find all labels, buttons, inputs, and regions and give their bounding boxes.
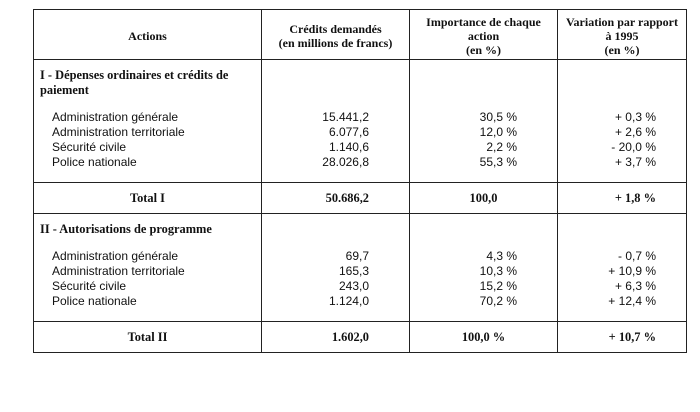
section-title-row [34, 60, 687, 99]
table-row [34, 279, 687, 294]
row-credits: 15.441,2 [262, 110, 410, 125]
row-importance: 2,2 % [410, 140, 558, 155]
row-variation: + 0,3 % [558, 110, 687, 125]
row-variation: + 2,6 % [558, 125, 687, 140]
row-variation: - 20,0 % [558, 140, 687, 155]
row-importance: 30,5 % [410, 110, 558, 125]
total-row [34, 322, 687, 353]
row-importance: 10,3 % [410, 264, 558, 279]
row-label: Police nationale [34, 155, 262, 170]
row-variation: + 6,3 % [558, 279, 687, 294]
total-variation: + 10,7 % [558, 322, 687, 353]
row-credits: 69,7 [262, 249, 410, 264]
row-credits: 243,0 [262, 279, 410, 294]
section1-title: I - Dépenses ordinaires et crédits de paiement [34, 60, 262, 99]
row-label: Administration générale [34, 110, 262, 125]
total-importance: 100,0 [410, 183, 558, 214]
total-credits: 50.686,2 [262, 183, 410, 214]
section-title-row [34, 214, 687, 238]
table-row [34, 125, 687, 140]
table-row [34, 249, 687, 264]
row-label: Administration générale [34, 249, 262, 264]
total-row [34, 183, 687, 214]
table-row [34, 140, 687, 155]
table-row [34, 110, 687, 125]
row-credits: 6.077,6 [262, 125, 410, 140]
row-importance: 4,3 % [410, 249, 558, 264]
header-credits: Crédits demandés (en millions de francs) [262, 10, 410, 60]
table-row [34, 155, 687, 170]
section2-title: II - Autorisations de programme [34, 214, 262, 238]
row-variation: + 3,7 % [558, 155, 687, 170]
total-importance: 100,0 % [410, 322, 558, 353]
total-credits: 1.602,0 [262, 322, 410, 353]
row-variation: - 0,7 % [558, 249, 687, 264]
row-importance: 55,3 % [410, 155, 558, 170]
row-credits: 1.140,6 [262, 140, 410, 155]
row-label: Police nationale [34, 294, 262, 309]
row-label: Administration territoriale [34, 125, 262, 140]
row-label: Sécurité civile [34, 279, 262, 294]
budget-table [33, 9, 687, 353]
row-variation: + 10,9 % [558, 264, 687, 279]
total-variation: + 1,8 % [558, 183, 687, 214]
row-label: Sécurité civile [34, 140, 262, 155]
row-credits: 165,3 [262, 264, 410, 279]
table-row [34, 294, 687, 309]
header-actions: Actions [34, 10, 262, 60]
row-variation: + 12,4 % [558, 294, 687, 309]
header-variation: Variation par rapport à 1995 (en %) [558, 10, 687, 60]
row-importance: 70,2 % [410, 294, 558, 309]
row-importance: 12,0 % [410, 125, 558, 140]
header-row [34, 10, 687, 60]
row-importance: 15,2 % [410, 279, 558, 294]
row-credits: 28.026,8 [262, 155, 410, 170]
header-importance: Importance de chaque action (en %) [410, 10, 558, 60]
row-label: Administration territoriale [34, 264, 262, 279]
total-label: Total II [34, 322, 262, 353]
row-credits: 1.124,0 [262, 294, 410, 309]
total-label: Total I [34, 183, 262, 214]
table-row [34, 264, 687, 279]
